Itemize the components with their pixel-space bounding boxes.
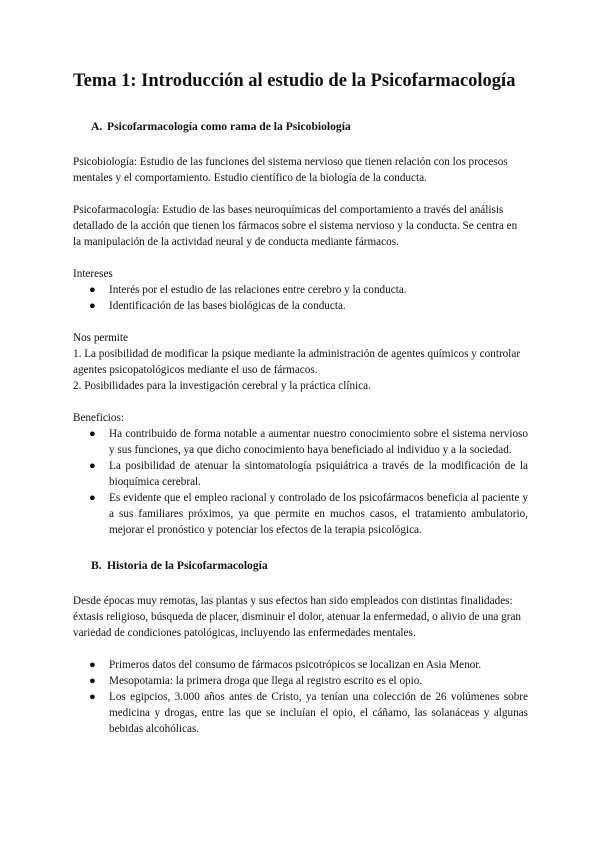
- page-title: Tema 1: Introducción al estudio de la Psicofarmacología: [73, 71, 516, 91]
- list-item: ● Los egipcios, 3.000 años antes de Cristo, ya tenían una colección de 26 volúmenes sobre medicina y drogas, entre las que se incluían el opio, el cáñamo, las solanáceas y algunas bebidas alcohólicas.: [89, 691, 528, 735]
- list-item: ● Primeros datos del consumo de fármacos psicotrópicos se localizan en Asia Menor.: [89, 659, 482, 671]
- intereses-list: [73, 282, 528, 314]
- section-a-letter: A.: [91, 120, 103, 133]
- bullet-icon: ●: [89, 460, 96, 472]
- list-item: ● Identificación de las bases biológicas de la conducta.: [89, 300, 346, 312]
- nos-permite-label: Nos permite: [73, 332, 128, 344]
- list-item: ● Es evidente que el empleo racional y controlado de los psicofármacos beneficia al paciente y a sus familiares próximos, ya que permite en muchos casos, el tratamiento ambulatorio, mejorar el pronóstico y potenciar los efectos de la terapia psicológica.: [89, 492, 528, 536]
- bullet-icon: ●: [89, 284, 96, 296]
- psicobiologia-paragraph: Psicobiología: Estudio de las funciones del sistema nervioso que tienen relación con los procesos mentales y el comportamiento. Estudio científico de la biología de la conducta.: [73, 156, 508, 184]
- beneficios-label: Beneficios:: [73, 412, 124, 424]
- beneficios-list: [73, 426, 528, 538]
- section-b-heading: [91, 558, 528, 573]
- bullet-icon: ●: [89, 428, 96, 440]
- section-a-heading-text: Psicofarmacología como rama de la Psicobiología: [107, 120, 351, 133]
- list-item: ● Ha contribuido de forma notable a aumentar nuestro conocimiento sobre el sistema nervioso y sus funciones, ya que dicho conocimiento haya beneficiado al individuo y a la sociedad.: [89, 428, 528, 456]
- section-b-heading-text: Historia de la Psicofarmacología: [107, 559, 268, 572]
- list-item: ● La posibilidad de atenuar la sintomatología psiquiátrica a través de la modificación de la bioquímica cerebral.: [89, 460, 528, 488]
- bullet-icon: ●: [89, 691, 96, 703]
- historia-list: [73, 657, 528, 737]
- section-b-letter: B.: [91, 559, 102, 572]
- psicofarmacologia-paragraph: Psicofarmacología: Estudio de las bases neuroquímicas del comportamiento a través del análisis detallado de la acción que tienen los fármacos sobre el sistema nervioso y la conducta. Se centra en la manipulación de la actividad neural y de conducta mediante fármacos.: [73, 204, 518, 248]
- section-a-heading: [91, 119, 528, 134]
- bullet-icon: ●: [89, 300, 96, 312]
- bullet-icon: ●: [89, 492, 96, 504]
- bullet-icon: ●: [89, 659, 96, 671]
- list-item: ● Interés por el estudio de las relaciones entre cerebro y la conducta.: [89, 284, 407, 296]
- nos-permite-item-1: 1. La posibilidad de modificar la psique mediante la administración de agentes químicos y controlar agentes psicopatológicos mediante el uso de fármacos.: [73, 348, 521, 376]
- nos-permite-item-2: 2. Posibilidades para la investigación cerebral y la práctica clínica.: [73, 380, 371, 392]
- bullet-icon: ●: [89, 675, 96, 687]
- historia-paragraph: Desde épocas muy remotas, las plantas y sus efectos han sido empleados con distintas finalidades: éxtasis religioso, búsqueda de placer, disminuir el dolor, atenuar la enfermedad, o alivio de una gran variedad de condiciones patológicas, incluyendo las enfermedades mentales.: [73, 595, 522, 639]
- intereses-label: Intereses: [73, 268, 113, 280]
- list-item: ● Mesopotamia: la primera droga que llega al registro escrito es el opio.: [89, 675, 423, 687]
